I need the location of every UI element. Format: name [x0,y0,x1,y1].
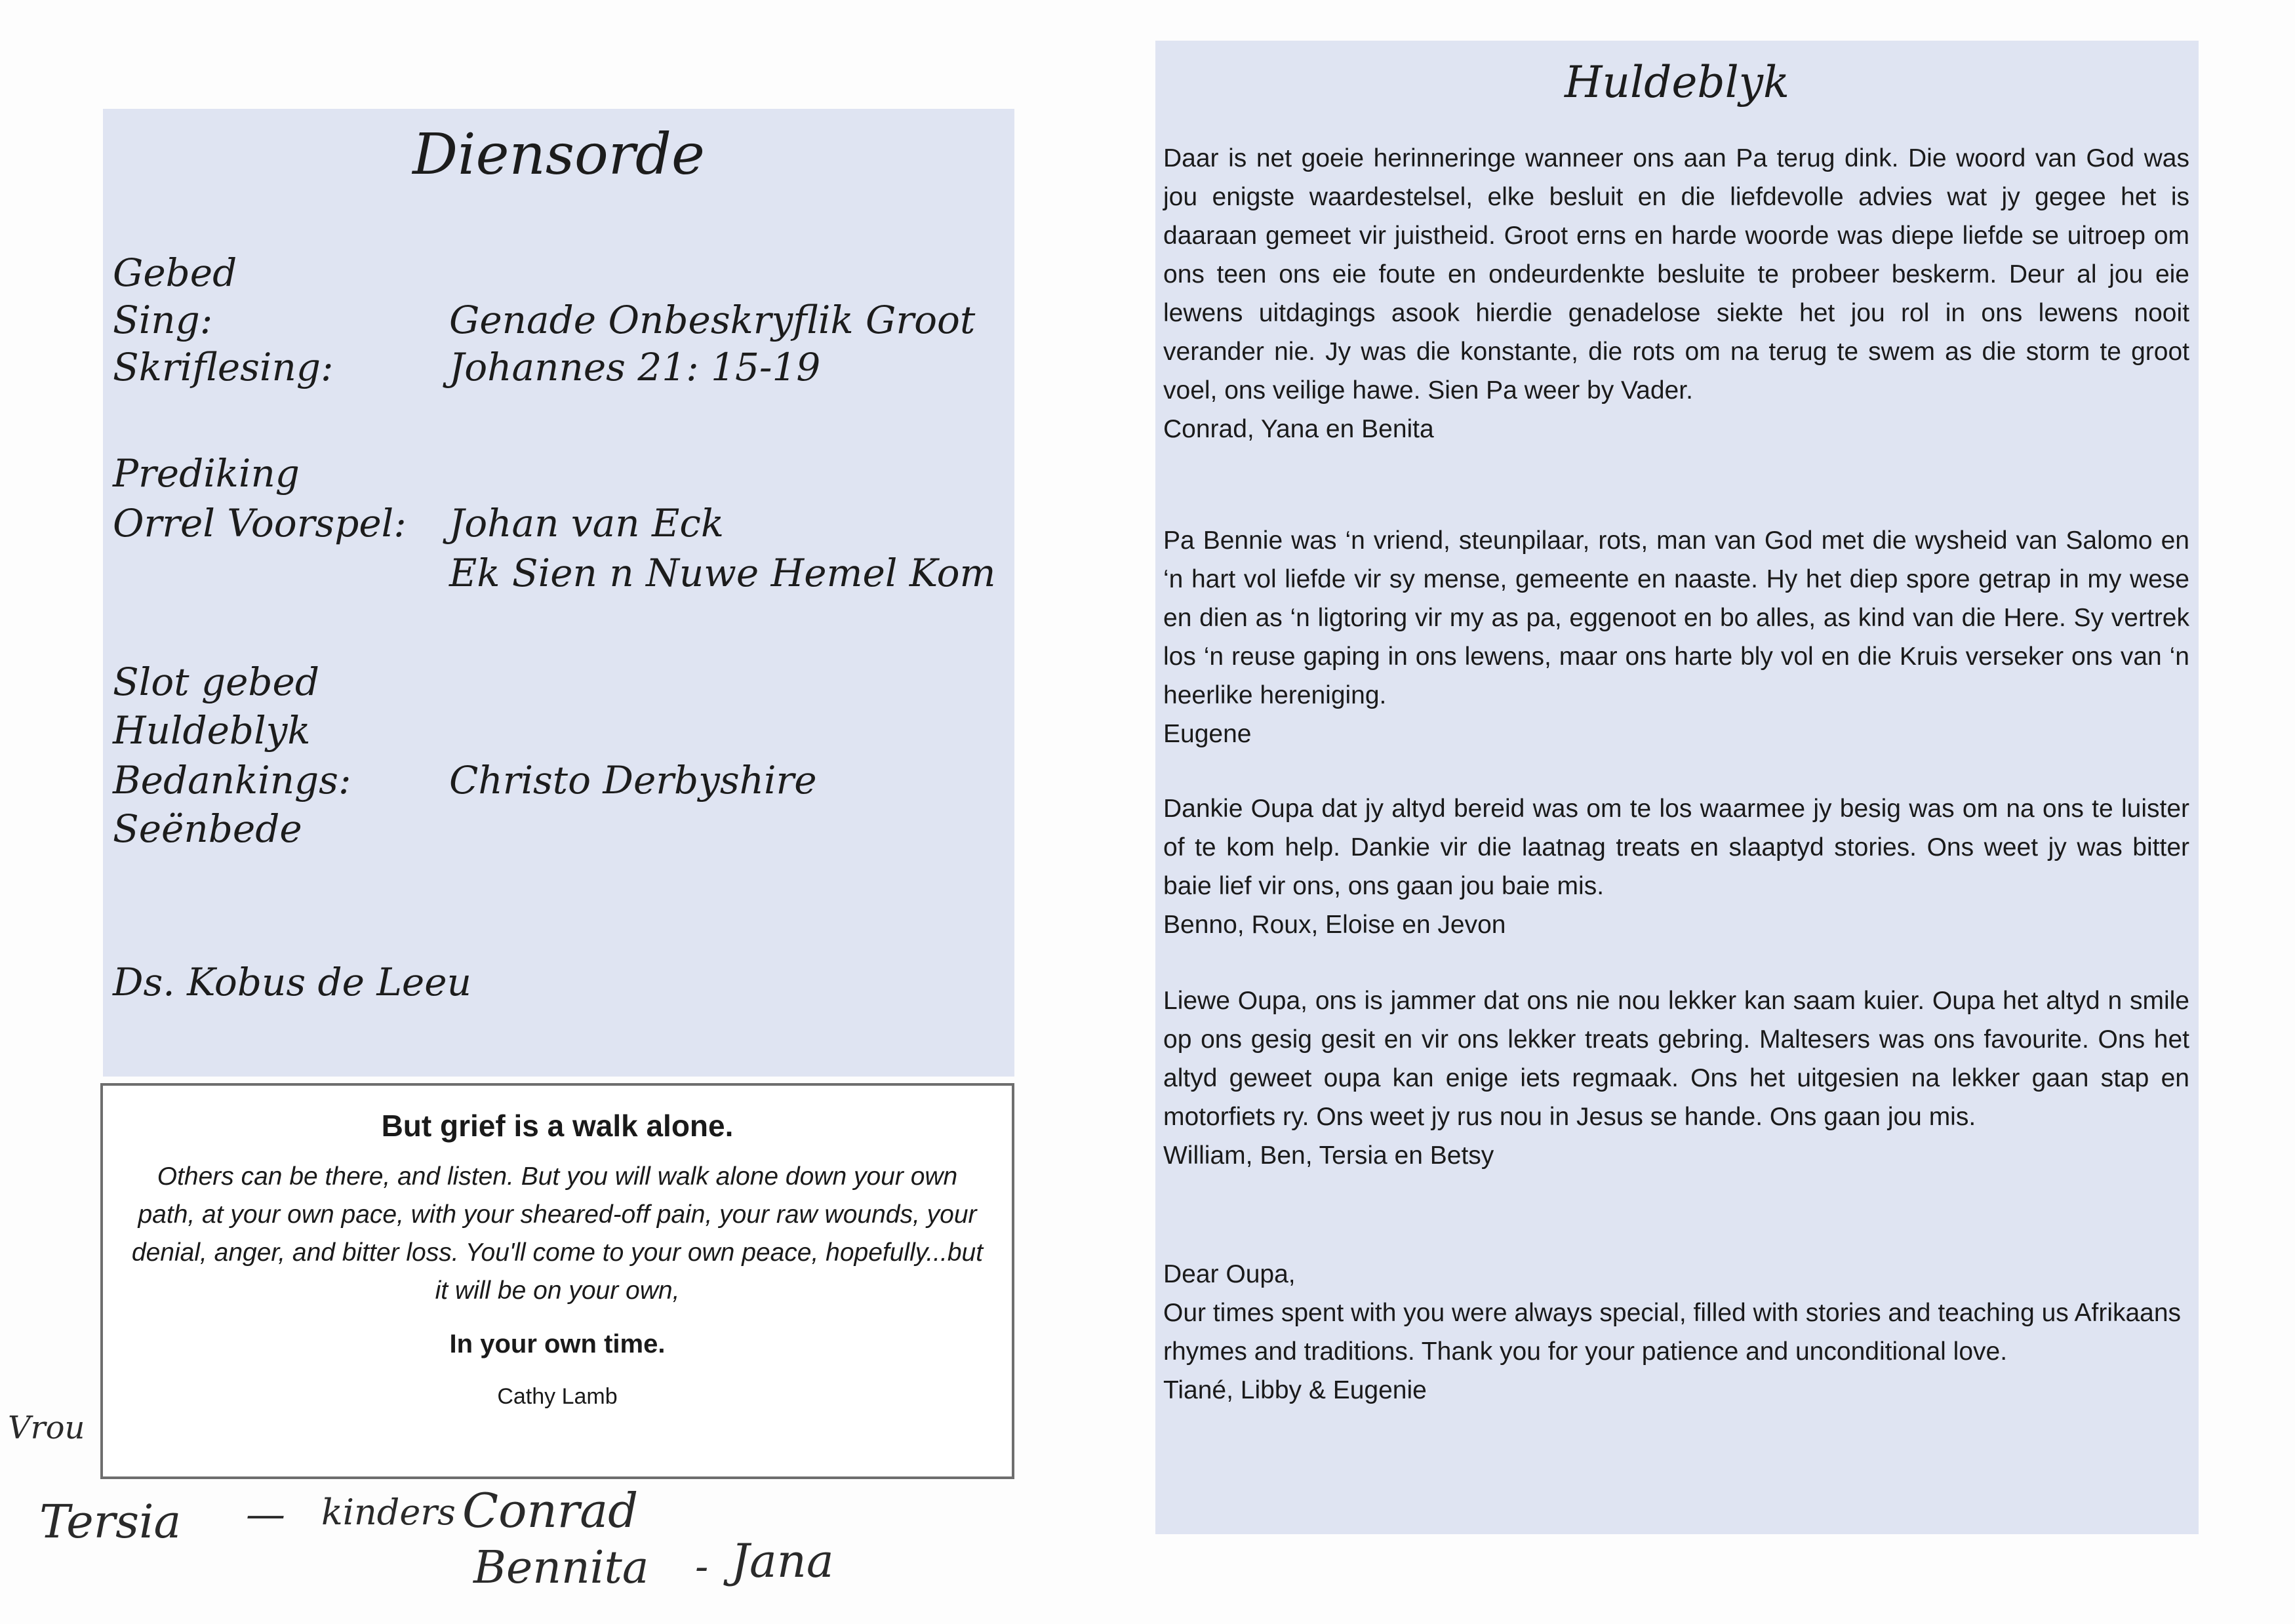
tribute-eugene [1163,521,2189,753]
order-label-huldeblyk: Huldeblyk [113,708,311,753]
order-label-gebed: Gebed [113,250,237,295]
order-value-sing: Genade Onbeskryflik Groot [449,298,976,342]
order-value-bedankings: Christo Derbyshire [449,758,817,802]
handwritten-name-bennita: Bennita [473,1542,649,1594]
handwritten-name-tersia: Tersia [39,1495,182,1549]
order-label-slot-gebed: Slot gebed [113,660,319,704]
order-label-bedankings: Bedankings: [113,758,351,802]
diensorde-panel [103,109,1014,1077]
order-value-orrel-piece: Ek Sien n Nuwe Hemel Kom [449,551,996,595]
tribute-signature: Tiané, Libby & Eugenie [1163,1376,1427,1404]
tribute-signature: Conrad, Yana en Benita [1163,415,1434,443]
minister-name: Ds. Kobus de Leeu [113,960,471,1004]
tribute-benno [1163,789,2189,944]
tribute-text: Daar is net goeie herinneringe wanneer ons aan Pa terug dink. Die woord van God was jou enigste waardestelsel, elke besluit en die liefdevolle advies wat jy gegee het is daaraan gemeet vir juistheid. Groot erns en harde woorde was diepe liefde se uitroep om ons teen ons eie foute en ondeurdenkte besluite te probeer beskerm. Deur al jou eie lewens uitdagings asook hierdie genadelose siekte het jou rol in ons lewens nooit verander nie. Jy was die konstante, die rots om na terug te swem as die storm te groot voel, ons veilige hawe. Sien Pa weer by Vader. [1163,144,2189,405]
quote-author: Cathy Lamb [497,1384,618,1409]
order-label-seenbede: Seënbede [113,806,302,851]
tribute-william [1163,981,2189,1175]
order-label-sing: Sing: [113,298,213,342]
tribute-signature: Eugene [1163,720,1252,748]
order-label-orrel: Orrel Voorspel: [113,501,407,545]
huldeblyk-panel [1155,41,2199,1534]
tribute-signature: William, Ben, Tersia en Betsy [1163,1141,1494,1170]
tribute-signature: Benno, Roux, Eloise en Jevon [1163,911,1506,939]
quote-heading: But grief is a walk alone. [381,1109,734,1143]
tribute-text: Our times spent with you were always special, filled with stories and teaching us Afrikaans rhymes and traditions. Thank you for your patience and unconditional love. [1163,1299,2182,1366]
handwritten-dash-2: - [695,1544,709,1590]
tribute-text: Liewe Oupa, ons is jammer dat ons nie nou lekker kan saam kuier. Oupa het altyd n smile op ons gesig gesit en vir ons lekker treats gebring. Maltesers was ons favourite. Ons het altyd geweet oupa kan enige iets regmaak. Ons het uitgesien na lekker gaan stap en motorfiets ry. Ons weet jy rus nou in Jesus se hande. Ons gaan jou mis. [1163,987,2189,1131]
order-value-orrel: Johan van Eck [449,501,724,545]
tribute-text: Pa Bennie was ‘n vriend, steunpilaar, rots, man van God met die wysheid van Salomo en ‘n hart vol liefde vir sy mense, gemeente en naaste. Hy het diep spore getrap in my wese en dien as ‘n ligtoring vir my as pa, eggenoot en bo alles, as kind van die Here. Sy vertrek los ‘n reuse gaping in ons lewens, maar ons harte bly vol en die Kruis verseker ons van ‘n heerlike hereniging. [1163,526,2189,709]
handwritten-word: kinders [321,1492,456,1533]
tribute-text: Dankie Oupa dat jy altyd bereid was om te los waarmee jy besig was om na ons te luister of te kom help. Dankie vir die laatnag treats en slaaptyd stories. Ons weet jy was bitter baie lief vir ons, ons gaan jou baie mis. [1163,795,2189,900]
tribute-tiane [1163,1255,2189,1410]
handwritten-name-conrad: Conrad [462,1483,639,1538]
handwritten-name-jana: Jana [731,1534,834,1588]
order-value-skriflesing: Johannes 21: 15-19 [449,345,821,389]
handwritten-margin-note: Vrou [8,1410,85,1446]
huldeblyk-title: Huldeblyk [1564,57,1790,108]
order-label-skriflesing: Skriflesing: [113,345,334,389]
tribute-conrad [1163,139,2189,448]
tribute-greeting: Dear Oupa, [1163,1260,1296,1288]
grief-quote-box [100,1083,1014,1479]
handwritten-dash: — [246,1492,285,1537]
quote-body: Others can be there, and listen. But you will walk alone down your own path, at your own pace, with your sheared-off pain, your raw wounds, your denial, anger, and bitter loss. You'll come to your own peace, hopefully...but it will be on your own, [131,1162,984,1305]
quote-closing: In your own time. [449,1330,666,1358]
order-label-prediking: Prediking [113,451,300,496]
diensorde-title: Diensorde [412,122,705,188]
